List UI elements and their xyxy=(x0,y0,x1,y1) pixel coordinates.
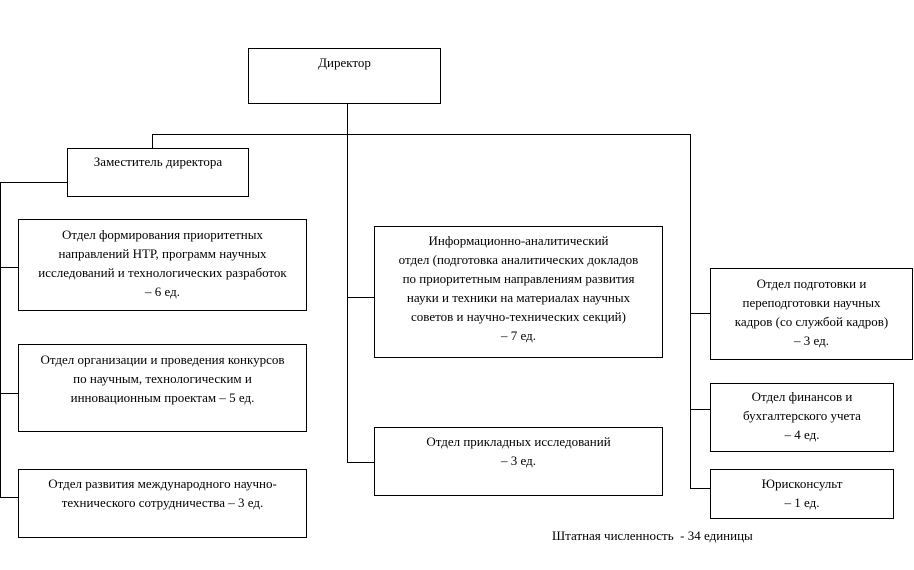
dept-finance-box xyxy=(710,383,894,452)
director-label: Директор xyxy=(318,55,371,70)
dept-international-line: технического сотрудничества – 3 ед. xyxy=(61,495,264,510)
dept-priority-ntr-line: Отдел формирования приоритетных xyxy=(61,227,263,242)
dept-finance-staff: – 4 ед. xyxy=(784,427,820,442)
dept-training-box xyxy=(710,268,913,360)
dept-priority-ntr-box xyxy=(18,219,307,311)
director-box xyxy=(248,48,441,104)
dept-training-line: переподготовки научных xyxy=(742,295,881,310)
dept-priority-ntr-line: направлений НТР, программ научных xyxy=(58,246,267,261)
dept-priority-ntr-staff: – 6 ед. xyxy=(145,284,180,299)
dept-competitions-line: по научным, технологическим и xyxy=(73,371,252,386)
dept-international-line: Отдел развития международного научно- xyxy=(48,476,277,491)
dept-applied-research-line: Отдел прикладных исследований xyxy=(426,434,611,449)
dept-international-box xyxy=(18,469,307,538)
dept-legal-staff: – 1 ед. xyxy=(784,495,820,510)
dept-info-analytics-line: науки и техники на материалах научных xyxy=(406,290,631,305)
dept-legal-line: Юрисконсульт xyxy=(761,476,843,491)
dept-info-analytics-line: советов и научно-технических секций) xyxy=(411,309,626,324)
dept-info-analytics-line: Информационно-аналитический xyxy=(428,233,609,248)
dept-training-line: Отдел подготовки и xyxy=(756,276,867,291)
dept-info-analytics-staff: – 7 ед. xyxy=(501,328,536,343)
dept-competitions-line: инновационным проектам – 5 ед. xyxy=(70,390,255,405)
dept-training-staff: – 3 ед. xyxy=(794,333,829,348)
staff-total-caption: Штатная численность - 34 единицы xyxy=(552,528,753,543)
dept-legal-box xyxy=(710,469,894,519)
dept-applied-research-staff: – 3 ед. xyxy=(501,453,536,468)
dept-info-analytics-box xyxy=(374,226,663,358)
dept-finance-line: бухгалтерского учета xyxy=(743,408,861,423)
dept-training-line: кадров (со службой кадров) xyxy=(734,314,889,329)
dept-info-analytics-line: по приоритетным направлениям развития xyxy=(402,271,635,286)
dept-competitions-line: Отдел организации и проведения конкурсов xyxy=(40,352,285,367)
dept-priority-ntr-line: исследований и технологических разработок xyxy=(38,265,287,280)
dept-competitions-box xyxy=(18,344,307,432)
deputy-director-label: Заместитель директора xyxy=(93,154,223,169)
dept-applied-research-box xyxy=(374,427,663,496)
dept-info-analytics-line: отдел (подготовка аналитических докладов xyxy=(398,252,639,267)
dept-finance-line: Отдел финансов и xyxy=(751,389,853,404)
deputy-director-box xyxy=(67,148,249,197)
